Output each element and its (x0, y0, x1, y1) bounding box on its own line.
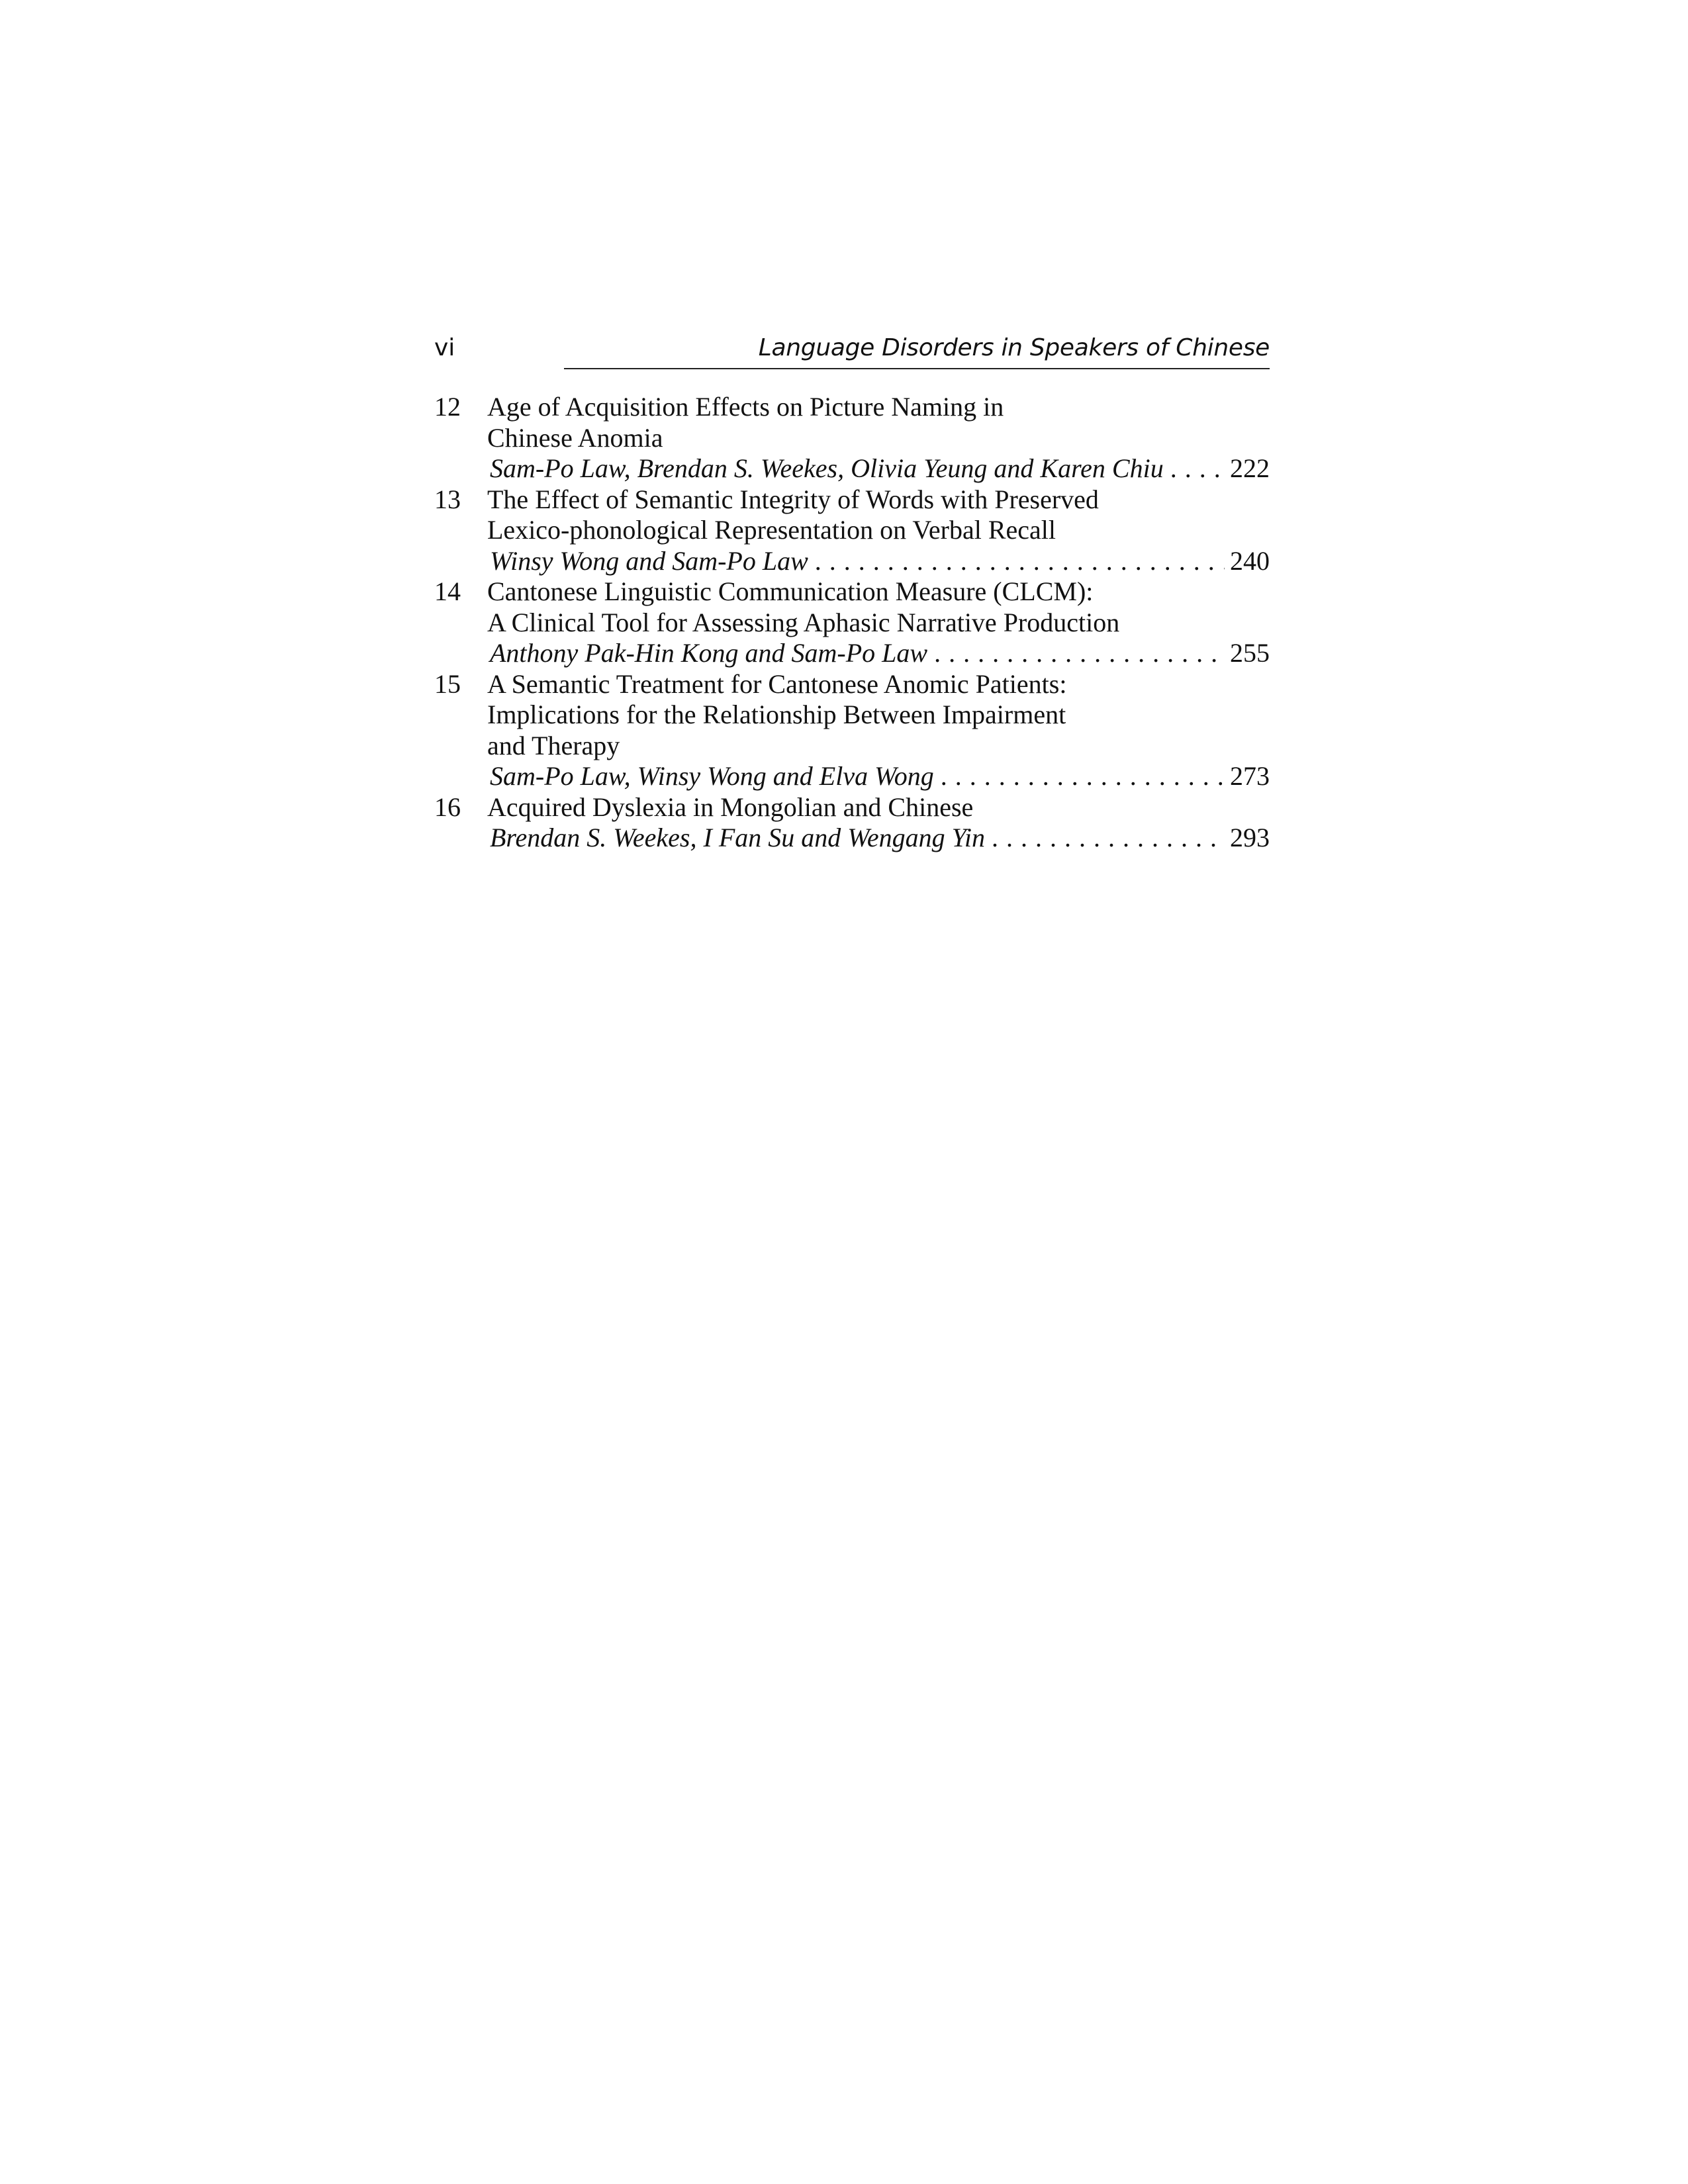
chapter-page: 273 (1230, 761, 1270, 791)
author-line (487, 546, 1270, 577)
dot-leader (941, 761, 1225, 792)
chapter-title-line: A Clinical Tool for Assessing Aphasic Narrative Production (487, 607, 1120, 637)
dot-leader (992, 823, 1225, 854)
chapter-title-line: The Effect of Semantic Integrity of Words with Preserved (487, 484, 1099, 514)
chapter-title-line: Implications for the Relationship Between Impairment (487, 700, 1066, 729)
chapter-authors: Sam-Po Law, Brendan S. Weekes, Olivia Yeung and Karen Chiu (490, 453, 1164, 483)
toc-entry-12 (434, 392, 1270, 484)
toc-entry-16 (434, 792, 1270, 854)
chapter-number: 12 (434, 392, 461, 422)
author-line (487, 638, 1270, 669)
chapter-page: 240 (1230, 545, 1270, 576)
author-line (487, 453, 1270, 484)
chapter-authors: Sam-Po Law, Winsy Wong and Elva Wong (490, 761, 934, 791)
chapter-page: 222 (1230, 453, 1270, 483)
chapter-title-line: Lexico-phonological Representation on Verbal Recall (487, 515, 1056, 545)
chapter-page: 255 (1230, 638, 1270, 668)
chapter-title-line: Age of Acquisition Effects on Picture Naming in (487, 392, 1004, 422)
author-line (487, 823, 1270, 854)
chapter-number: 16 (434, 792, 461, 822)
chapter-authors: Brendan S. Weekes, I Fan Su and Wengang Yin (490, 823, 986, 852)
header-rule (564, 368, 1270, 369)
chapter-number: 13 (434, 484, 461, 514)
dot-leader (815, 546, 1225, 577)
toc-entry-14 (434, 576, 1270, 669)
toc-entry-15 (434, 669, 1270, 792)
book-page (434, 331, 1270, 854)
chapter-title-line: Acquired Dyslexia in Mongolian and Chinese (487, 792, 974, 822)
chapter-title-line: Cantonese Linguistic Communication Measure (CLCM): (487, 576, 1094, 606)
toc-entry-13 (434, 484, 1270, 577)
chapter-page: 293 (1230, 823, 1270, 852)
chapter-number: 15 (434, 668, 461, 699)
dot-leader (934, 638, 1225, 669)
page-number: vi (434, 334, 455, 361)
book-title: Language Disorders in Speakers of Chinese (758, 334, 1270, 361)
chapter-authors: Winsy Wong and Sam-Po Law (490, 545, 808, 576)
chapter-number: 14 (434, 576, 461, 606)
chapter-authors: Anthony Pak-Hin Kong and Sam-Po Law (490, 638, 928, 668)
chapter-title-line: A Semantic Treatment for Cantonese Anomic Patients: (487, 668, 1067, 699)
author-line (487, 761, 1270, 792)
dot-leader (1170, 453, 1225, 484)
table-of-contents (434, 392, 1270, 854)
running-head (434, 331, 1270, 371)
chapter-title-line: Chinese Anomia (487, 422, 663, 453)
chapter-title-line: and Therapy (487, 730, 620, 760)
